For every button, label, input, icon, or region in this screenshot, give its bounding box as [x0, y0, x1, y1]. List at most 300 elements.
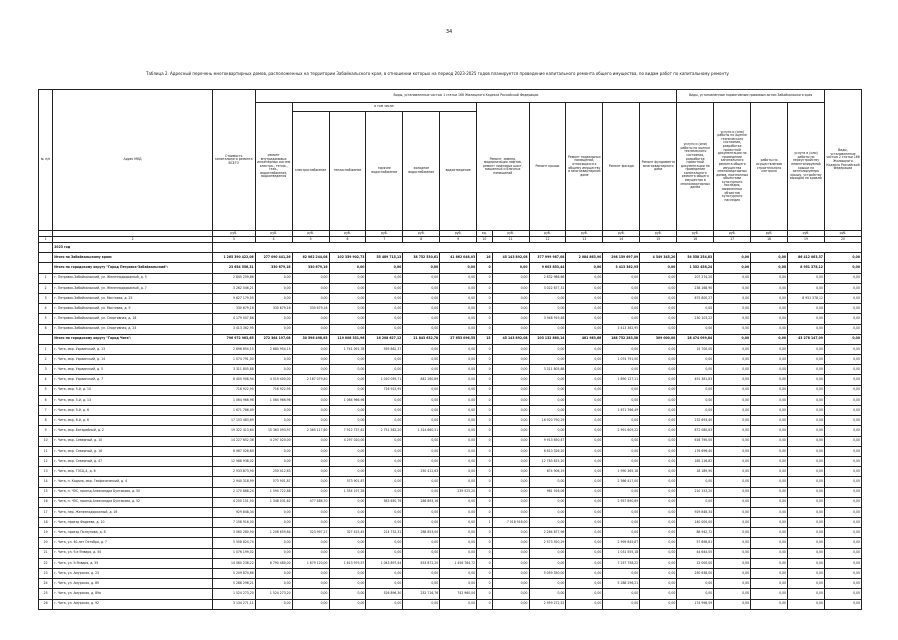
value-cell: 1 524 273,20: [212, 589, 255, 599]
value-cell: 0,00: [603, 273, 640, 283]
value-cell: 0,00: [529, 395, 566, 405]
value-cell: 583 650,76: [366, 497, 403, 507]
col-roof-conversion: услуги и (или) работы по переустройству невентилируемой крыши на вентилируемую крышу, устройству выходов на кровлю: [788, 103, 825, 231]
value-cell: 0,00: [751, 355, 788, 365]
value-cell: 0,00: [824, 548, 861, 558]
table-row: [39, 518, 862, 528]
value-cell: 1 265 390 422,06: [212, 253, 255, 263]
value-cell: 0,00: [292, 293, 329, 303]
value-cell: 0,00: [677, 406, 714, 416]
value-cell: 44 644,05: [677, 548, 714, 558]
value-cell: 0,00: [566, 589, 603, 599]
col-number: № п/п: [39, 90, 53, 231]
value-cell: 7 018 916,00: [492, 518, 529, 528]
row-number: 26: [39, 599, 53, 609]
value-cell: 0,00: [788, 548, 825, 558]
value-cell: 0,00: [440, 344, 477, 354]
row-address: г. Чита, мкр. Украинский, д. 13: [53, 344, 213, 354]
value-cell: 1 064 966,96: [255, 395, 292, 405]
value-cell: 3 311 805,88: [529, 365, 566, 375]
value-cell: 0,00: [640, 426, 677, 436]
value-cell: 573 901,87: [255, 477, 292, 487]
value-cell: 12 988 938,02: [212, 456, 255, 466]
value-cell: 0,00: [255, 456, 292, 466]
value-cell: 0,00: [366, 487, 403, 497]
value-cell: 0,00: [566, 355, 603, 365]
table-row: [39, 579, 862, 589]
value-cell: 0,00: [714, 477, 751, 487]
column-number: 3: [212, 237, 255, 243]
value-cell: 0,00: [329, 538, 366, 548]
value-cell: 14 060 238,22: [212, 558, 255, 568]
value-cell: 0,00: [751, 406, 788, 416]
value-cell: 1 206 659,84: [255, 528, 292, 538]
value-cell: 0,00: [366, 477, 403, 487]
value-cell: 0,00: [714, 497, 751, 507]
unit-cell: руб.: [714, 231, 751, 237]
value-cell: 0,00: [292, 385, 329, 395]
value-cell: 0,00: [824, 507, 861, 517]
value-cell: 3 022 877,31: [529, 283, 566, 293]
value-cell: 0,00: [292, 579, 329, 589]
value-cell: 1 074 791,00: [603, 355, 640, 365]
col-foundation: Ремонт фундамента многоквартирного дома: [640, 103, 677, 231]
unit-cell: руб.: [566, 231, 603, 237]
value-cell: 0,00: [640, 436, 677, 446]
value-cell: 0,00: [714, 579, 751, 589]
value-cell: 0,00: [677, 477, 714, 487]
value-cell: 0,00: [292, 436, 329, 446]
value-cell: 17 153 483,69: [212, 416, 255, 426]
value-cell: 0,00: [255, 416, 292, 426]
value-cell: 573 901,87: [329, 477, 366, 487]
col-facade: Ремонт фасада: [603, 103, 640, 231]
value-cell: 0,00: [788, 283, 825, 293]
value-cell: 0,00: [440, 436, 477, 446]
value-cell: 15 363 093,97: [255, 426, 292, 436]
row-number: 8: [39, 416, 53, 426]
value-cell: 45 143 892,08: [492, 334, 529, 344]
value-cell: 0,00: [366, 395, 403, 405]
value-cell: 1 031 555,18: [603, 548, 640, 558]
value-cell: 1: [477, 518, 492, 528]
value-cell: 0,00: [751, 569, 788, 579]
value-cell: 0,00: [566, 528, 603, 538]
value-cell: 0,00: [640, 477, 677, 487]
value-cell: 0,00: [366, 263, 403, 273]
table-row: [39, 395, 862, 405]
year-label: 2023 год: [53, 243, 213, 253]
value-cell: 203 132 860,14: [529, 334, 566, 344]
value-cell: 0,00: [403, 416, 440, 426]
value-cell: 716 922,95: [366, 385, 403, 395]
row-number: 4: [39, 304, 53, 314]
value-cell: 0,00: [640, 579, 677, 589]
value-cell: 2 957 890,69: [603, 497, 640, 507]
table-row: [39, 375, 862, 385]
value-cell: 6 790 480,00: [255, 558, 292, 568]
row-address: г. Чита, ул. 9-е Января, д. 54: [53, 548, 213, 558]
value-cell: 0,00: [640, 263, 677, 273]
value-cell: 0: [477, 589, 492, 599]
value-cell: 0,00: [440, 395, 477, 405]
value-cell: 0,00: [640, 375, 677, 385]
value-cell: 0,00: [255, 293, 292, 303]
value-cell: 0,00: [492, 548, 529, 558]
row-number: [39, 253, 53, 263]
value-cell: 0,00: [677, 304, 714, 314]
row-address: г. Чита, мкр. Северный, д. 16: [53, 446, 213, 456]
value-cell: 0,00: [529, 497, 566, 507]
table-row: [39, 365, 862, 375]
value-cell: 0,00: [824, 365, 861, 375]
value-cell: 0,00: [751, 426, 788, 436]
value-cell: 0,00: [824, 589, 861, 599]
value-cell: 0,00: [440, 548, 477, 558]
value-cell: 0,00: [824, 406, 861, 416]
value-cell: 0,00: [714, 406, 751, 416]
row-address: г. Петровск-Забайкальский, ул. Спортивная, д. 18: [53, 314, 213, 324]
col-heating: теплоснабжение: [329, 112, 366, 231]
row-number: 18: [39, 518, 53, 528]
value-cell: 0,00: [640, 569, 677, 579]
value-cell: 0,00: [440, 569, 477, 579]
value-cell: 0,00: [492, 395, 529, 405]
value-cell: 0,00: [329, 293, 366, 303]
value-cell: 526 896,30: [366, 589, 403, 599]
value-cell: 0,00: [714, 548, 751, 558]
value-cell: 330 679,16: [212, 304, 255, 314]
value-cell: 0,00: [714, 293, 751, 303]
column-number: 5: [292, 237, 329, 243]
row-number: 11: [39, 446, 53, 456]
value-cell: 0,00: [714, 375, 751, 385]
value-cell: 0,00: [788, 518, 825, 528]
value-cell: 27 653 096,55: [440, 334, 477, 344]
value-cell: 41 662 048,03: [440, 253, 477, 263]
value-cell: 0,00: [566, 283, 603, 293]
value-cell: 0,00: [788, 528, 825, 538]
value-cell: 0,00: [440, 324, 477, 334]
value-cell: 0,00: [640, 507, 677, 517]
column-number: 6: [329, 237, 366, 243]
value-cell: 0,00: [714, 589, 751, 599]
value-cell: 0,00: [788, 456, 825, 466]
value-cell: 0,00: [824, 497, 861, 507]
value-cell: 0,00: [677, 324, 714, 334]
value-cell: 277 090 441,26: [255, 253, 292, 263]
column-number: 11: [492, 237, 529, 243]
value-cell: 0,00: [492, 293, 529, 303]
value-cell: 140 000,00: [677, 518, 714, 528]
col-engineering-systems: ремонт внутридомовых инженерных систем электро-, тепло-, газо-, водоснабжения, водоотведения: [255, 103, 292, 231]
value-cell: 0,00: [751, 456, 788, 466]
value-cell: 0,00: [292, 324, 329, 334]
value-cell: 1 354 197,28: [329, 487, 366, 497]
value-cell: 0,00: [824, 344, 861, 354]
row-address: г. Чита, ул. 9-Января, д. 55: [53, 558, 213, 568]
row-number: 2: [39, 283, 53, 293]
value-cell: 298 159 697,09: [603, 253, 640, 263]
value-cell: 0,00: [566, 569, 603, 579]
table-row: [39, 477, 862, 487]
value-cell: 0,00: [603, 365, 640, 375]
value-cell: 239 525,20: [440, 487, 477, 497]
value-cell: 0,00: [492, 446, 529, 456]
value-cell: 0,00: [751, 487, 788, 497]
row-address: г. Чита, пер. Железнодорожный, д. 16: [53, 507, 213, 517]
value-cell: 0,00: [529, 477, 566, 487]
value-cell: 0,00: [751, 365, 788, 375]
value-cell: 0,00: [529, 507, 566, 517]
value-cell: 0,00: [292, 538, 329, 548]
value-cell: 0,00: [640, 355, 677, 365]
value-cell: 0,00: [366, 314, 403, 324]
value-cell: 0,00: [403, 273, 440, 283]
value-cell: 0,00: [292, 467, 329, 477]
value-cell: 0,00: [440, 446, 477, 456]
col-electricity: электроснабжение: [292, 112, 329, 231]
table-row: [39, 487, 862, 497]
row-address: г. Петровск-Забайкальский, ул. Железнодорожный, д. 7: [53, 283, 213, 293]
value-cell: 0,00: [329, 416, 366, 426]
subtotal-row: [39, 253, 862, 263]
value-cell: 0,00: [824, 416, 861, 426]
value-cell: 327 415,45: [329, 528, 366, 538]
value-cell: 0,00: [714, 599, 751, 609]
value-cell: 0,00: [292, 355, 329, 365]
value-cell: 1 010 059,71: [366, 375, 403, 385]
value-cell: 0: [477, 558, 492, 568]
value-cell: 0,00: [824, 283, 861, 293]
value-cell: 2 933 873,90: [212, 467, 255, 477]
table-row: [39, 355, 862, 365]
value-cell: 2 167 079,40: [292, 375, 329, 385]
value-cell: 0,00: [292, 487, 329, 497]
value-cell: 4 297 020,00: [255, 436, 292, 446]
table-row: [39, 528, 862, 538]
value-cell: 0,00: [566, 487, 603, 497]
value-cell: 0,00: [403, 487, 440, 497]
column-number: 12: [529, 237, 566, 243]
value-cell: 330 679,16: [255, 304, 292, 314]
row-address: г. Чита, мкр. Северный, д. 10: [53, 436, 213, 446]
table-row: [39, 497, 862, 507]
value-cell: 0,00: [751, 477, 788, 487]
value-cell: 0,00: [329, 273, 366, 283]
value-cell: 0,00: [529, 406, 566, 416]
value-cell: 0,00: [366, 538, 403, 548]
col-construction-control: работы по осуществлению строительного контроля: [751, 103, 788, 231]
unit-cell: руб.: [824, 231, 861, 237]
row-number: 6: [39, 324, 53, 334]
value-cell: 5 288 296,21: [212, 579, 255, 589]
value-cell: 0,00: [714, 518, 751, 528]
value-cell: 0,00: [492, 273, 529, 283]
value-cell: 0,00: [492, 507, 529, 517]
value-cell: 0,00: [529, 293, 566, 303]
row-number: 25: [39, 589, 53, 599]
value-cell: 0,00: [714, 507, 751, 517]
value-cell: 0,00: [788, 467, 825, 477]
row-number: 13: [39, 467, 53, 477]
value-cell: 0,00: [292, 365, 329, 375]
value-cell: 0,00: [440, 477, 477, 487]
value-cell: 0,00: [751, 395, 788, 405]
value-cell: 0: [477, 355, 492, 365]
value-cell: 0,00: [824, 324, 861, 334]
value-cell: 7 912 737,61: [329, 426, 366, 436]
value-cell: 0,00: [566, 446, 603, 456]
value-cell: 0,00: [366, 355, 403, 365]
value-cell: 0,00: [403, 365, 440, 375]
value-cell: 8 951 378,12: [788, 293, 825, 303]
repair-register-table: [38, 89, 862, 610]
row-address: Итого по Забайкальскому краю:: [53, 253, 213, 263]
value-cell: 0,00: [366, 436, 403, 446]
value-cell: 0: [477, 365, 492, 375]
value-cell: 0,00: [751, 467, 788, 477]
value-cell: 0,00: [677, 395, 714, 405]
unit-cell: руб.: [677, 231, 714, 237]
value-cell: 0,00: [440, 579, 477, 589]
value-cell: 0,00: [566, 406, 603, 416]
value-cell: 0,00: [366, 579, 403, 589]
table-row: [39, 283, 862, 293]
row-address: г. Петровск-Забайкальский, ул. Мостовая, д. 9: [53, 304, 213, 314]
value-cell: 12 783 815,20: [529, 456, 566, 466]
value-cell: 0,00: [329, 385, 366, 395]
row-number: 10: [39, 436, 53, 446]
value-cell: 0,00: [566, 507, 603, 517]
value-cell: 0,00: [255, 314, 292, 324]
value-cell: 0,00: [529, 324, 566, 334]
row-address: г. Чита, ул. 40-лет Октября, д. 7: [53, 538, 213, 548]
value-cell: 3 560 280,90: [212, 528, 255, 538]
value-cell: 2 999 845,87: [603, 538, 640, 548]
row-address: г. Чита, мкр. Украинский, д. 5: [53, 365, 213, 375]
row-address: г. Чита, ул. Амурская, д. 89а: [53, 589, 213, 599]
value-cell: 0,00: [640, 599, 677, 609]
value-cell: 0,00: [255, 518, 292, 528]
value-cell: 0,00: [824, 569, 861, 579]
value-cell: 0,00: [640, 395, 677, 405]
value-cell: 0,00: [714, 467, 751, 477]
value-cell: 0,00: [329, 283, 366, 293]
column-number: 7: [366, 237, 403, 243]
value-cell: 0,00: [603, 589, 640, 599]
value-cell: 0,00: [824, 263, 861, 273]
value-cell: 0,00: [329, 599, 366, 609]
value-cell: 0,00: [492, 314, 529, 324]
value-cell: 0,00: [292, 518, 329, 528]
value-cell: 0: [477, 569, 492, 579]
value-cell: 0,00: [529, 558, 566, 568]
value-cell: 0,00: [492, 436, 529, 446]
row-address: г. Чита, мкр. Батарейный, д. 2: [53, 426, 213, 436]
value-cell: 0,00: [566, 436, 603, 446]
value-cell: 38 752 530,61: [403, 253, 440, 263]
value-cell: 0: [477, 426, 492, 436]
value-cell: 30 596 498,63: [292, 334, 329, 344]
value-cell: 0,00: [403, 355, 440, 365]
col-roof: Ремонт крыши: [529, 103, 566, 231]
value-cell: 1 990 365,18: [603, 467, 640, 477]
value-cell: 0: [477, 375, 492, 385]
year-filler: [212, 243, 861, 253]
value-cell: 633 872,20: [403, 558, 440, 568]
value-cell: 45 143 892,08: [492, 253, 529, 263]
value-cell: 0,00: [788, 416, 825, 426]
value-cell: 0,00: [566, 324, 603, 334]
value-cell: 0,00: [603, 283, 640, 293]
table-row: [39, 548, 862, 558]
row-number: 24: [39, 579, 53, 589]
value-cell: 0,00: [255, 406, 292, 416]
row-number: 3: [39, 293, 53, 303]
value-cell: 0,00: [714, 304, 751, 314]
value-cell: 0,00: [403, 548, 440, 558]
value-cell: 0,00: [603, 344, 640, 354]
value-cell: 0,00: [714, 324, 751, 334]
value-cell: 0,00: [529, 589, 566, 599]
value-cell: 0,00: [714, 426, 751, 436]
value-cell: 250 638,00: [677, 569, 714, 579]
row-address: г. Чита, мкр. 5-й, д. 13: [53, 395, 213, 405]
value-cell: 0,00: [366, 406, 403, 416]
value-cell: 0,00: [440, 385, 477, 395]
value-cell: 0,00: [751, 314, 788, 324]
value-cell: 0,00: [640, 456, 677, 466]
value-cell: 0,00: [292, 456, 329, 466]
value-cell: 0,00: [640, 497, 677, 507]
value-cell: 0,00: [329, 548, 366, 558]
row-number: 9: [39, 426, 53, 436]
row-address: г. Чита, мкр. 5-й, д. 10: [53, 385, 213, 395]
value-cell: 0,00: [824, 579, 861, 589]
value-cell: 1 741 091,78: [329, 344, 366, 354]
value-cell: 0,00: [677, 579, 714, 589]
row-address: г. Чита, п. ЧЭС, проезд Александра Булгакова, д. 52: [53, 497, 213, 507]
value-cell: 0,00: [440, 538, 477, 548]
value-cell: 872 080,63: [677, 426, 714, 436]
value-cell: 0: [477, 263, 492, 273]
row-number: [39, 263, 53, 273]
row-number: [39, 334, 53, 344]
unit-cell: руб.: [440, 231, 477, 237]
value-cell: 0,00: [292, 589, 329, 599]
value-cell: 0,00: [329, 507, 366, 517]
value-cell: 28 474 099,84: [677, 334, 714, 344]
value-cell: 0,00: [566, 365, 603, 375]
value-cell: 2 170 868,24: [212, 487, 255, 497]
unit-cell: руб.: [292, 231, 329, 237]
value-cell: 0,00: [824, 599, 861, 609]
row-address: Итого по городскому округу "Город Петровск-Забайкальский":: [53, 263, 213, 273]
value-cell: 0,00: [292, 283, 329, 293]
row-address: г. Чита, проезд Ползунова, д. 8: [53, 528, 213, 538]
value-cell: 0,00: [603, 456, 640, 466]
value-cell: 174 998,59: [677, 599, 714, 609]
value-cell: 0,00: [366, 518, 403, 528]
row-number: 19: [39, 528, 53, 538]
table-row: [39, 293, 862, 303]
value-cell: 330 679,16: [255, 263, 292, 273]
value-cell: 0,00: [751, 518, 788, 528]
value-cell: 2 366 417,00: [603, 477, 640, 487]
value-cell: 43 278 147,09: [788, 334, 825, 344]
value-cell: 0,00: [329, 497, 366, 507]
